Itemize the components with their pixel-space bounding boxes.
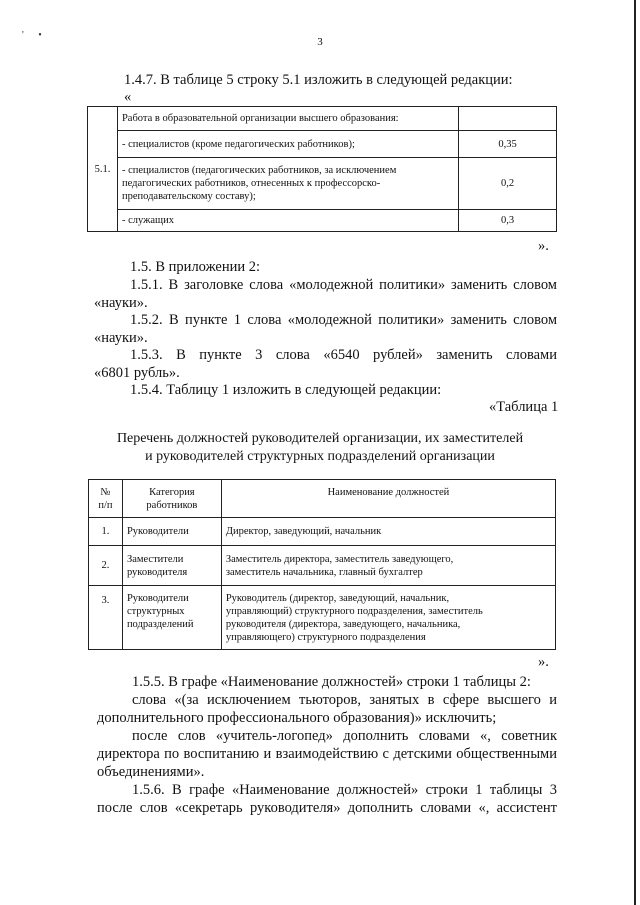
table1-row-num: 3. xyxy=(89,586,123,650)
item-1-5-5: 1.5.5. В графе «Наименование должностей» строки 1 таблицы 2: xyxy=(132,674,531,690)
page-number: 3 xyxy=(317,36,323,48)
table5-cell-value xyxy=(459,107,557,131)
table1-row-positions: Директор, заведующий, начальник xyxy=(221,518,555,546)
item-1-5: 1.5. В приложении 2: xyxy=(130,259,261,275)
table1-row-positions: Заместитель директора, заместитель заведующего, заместитель начальника, главный бухгалтер xyxy=(221,546,555,586)
table5-cell-value: 0,35 xyxy=(459,131,557,158)
table5-cell-text: - служащих xyxy=(117,210,458,232)
table1-row-category: Заместители руководителя xyxy=(122,546,221,586)
table-1-title-line1: Перечень должностей руководителей организации, их заместителей xyxy=(116,431,524,446)
item-1-5-1-line1: 1.5.1. В заголовке слова «молодежной политики» заменить словом xyxy=(130,277,557,293)
open-quote: « xyxy=(124,89,132,105)
item-1-5-2-line1: 1.5.2. В пункте 1 слова «молодежной политики» заменить словом xyxy=(130,312,557,328)
table-1 xyxy=(88,479,556,650)
table5-cell-text: Работа в образовательной организации высшего образования: xyxy=(117,107,458,131)
table1-header-positions: Наименование должностей xyxy=(221,480,555,518)
table5-cell-value: 0,2 xyxy=(459,158,557,210)
item-1-5-2-line2: «науки». xyxy=(94,330,148,346)
item-1-5-3-line1: 1.5.3. В пункте 3 слова «6540 рублей» заменить словами xyxy=(130,347,557,363)
scan-specks: ' • xyxy=(22,30,48,41)
table1-row-num: 2. xyxy=(89,546,123,586)
table1-header-num: № п/п xyxy=(89,480,123,518)
item-1-5-5-a-line2: дополнительного профессионального образования)» исключить; xyxy=(97,710,497,726)
item-1-5-6-line2: после слов «секретарь руководителя» дополнить словами «, ассистент xyxy=(97,800,557,816)
close-quote-2: ». xyxy=(538,654,549,670)
item-1-4-7: 1.4.7. В таблице 5 строку 5.1 изложить в следующей редакции: xyxy=(124,72,513,88)
table1-row-num: 1. xyxy=(89,518,123,546)
table-5 xyxy=(87,106,557,232)
table5-cell-text: - специалистов (кроме педагогических работников); xyxy=(117,131,458,158)
table1-header-category: Категория работников xyxy=(122,480,221,518)
table-1-title-line2: и руководителей структурных подразделений организации xyxy=(145,449,495,464)
table5-cell-value: 0,3 xyxy=(459,210,557,232)
item-1-5-5-b-line3: объединениями». xyxy=(97,764,205,780)
item-1-5-5-b-line1: после слов «учитель-логопед» дополнить словами «, советник xyxy=(132,728,557,744)
item-1-5-4: 1.5.4. Таблицу 1 изложить в следующей редакции: xyxy=(130,382,442,398)
table1-row-positions: Руководитель (директор, заведующий, начальник, управляющий) структурного подразделения, заместитель руководителя (директора, заведующего, начальника, управляющего) структурного подразделения xyxy=(221,586,555,650)
close-quote-1: ». xyxy=(538,238,549,254)
table5-cell-text: - специалистов (педагогических работников, за исключением педагогических работников, отнесенных к профессорско- преподавательскому составу); xyxy=(117,158,458,210)
item-1-5-3-line2: «6801 рубль». xyxy=(94,365,180,381)
item-1-5-1-line2: «науки». xyxy=(94,295,148,311)
table5-row-number: 5.1. xyxy=(88,107,118,232)
item-1-5-5-a-line1: слова «(за исключением тьюторов, занятых в сфере высшего и xyxy=(132,692,557,708)
item-1-5-6-line1: 1.5.6. В графе «Наименование должностей» строки 1 таблицы 3 xyxy=(132,782,557,798)
table1-row-category: Руководители структурных подразделений xyxy=(122,586,221,650)
item-1-5-5-b-line2: директора по воспитанию и взаимодействию с детскими общественными xyxy=(97,746,557,762)
table-1-label: «Таблица 1 xyxy=(489,399,559,415)
table1-row-category: Руководители xyxy=(122,518,221,546)
